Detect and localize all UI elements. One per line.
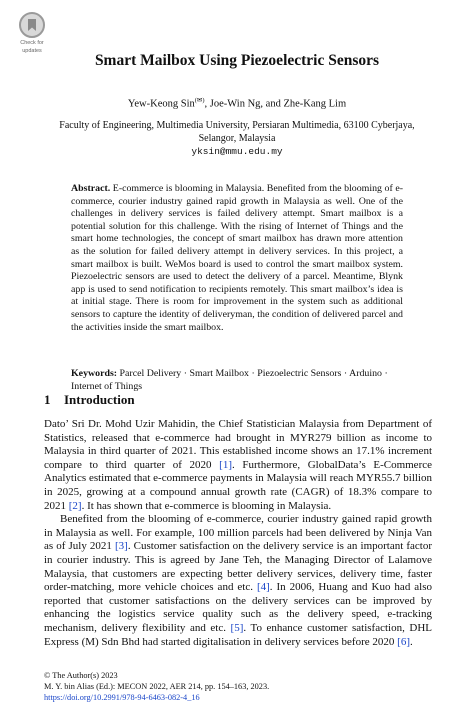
copyright-line: © The Author(s) 2023: [44, 671, 118, 680]
bookmark-icon: [19, 12, 45, 38]
paragraph-1-text-a: Dato’ Sri Dr. Mohd Uzir Mahidin, the Chief Statistician Malaysia from Department of Statistics, released that e-commerce had brought in MYR279 billion as income to Malaysia in third quarter of 2021. This established income shows an 17.1% increment compare to third quarter of 2020: [44, 418, 432, 471]
citation-link[interactable]: [5]: [230, 621, 244, 634]
paragraph-1: [44, 418, 432, 513]
citation-link[interactable]: [2]: [68, 499, 82, 512]
paragraph-2-text-a: Benefited from the blooming of e-commerce, courier industry gained rapid growth in Malaysia as well. For example, 100 million parcels had been delivered by Ninja Van as of July 2021: [44, 513, 432, 553]
citation-link[interactable]: [1]: [219, 458, 232, 471]
email-mark-icon: (✉): [194, 97, 205, 104]
citation-link[interactable]: [3]: [115, 540, 128, 553]
paragraph-1-text-c: . It has shown that e-commerce is blooming in Malaysia.: [81, 499, 332, 512]
affiliation: [0, 119, 474, 158]
paragraph-2-text-e: .: [409, 635, 413, 648]
author-email[interactable]: yksin@mmu.edu.my: [191, 146, 283, 157]
section-number: 1: [44, 392, 51, 407]
citation-link[interactable]: [6]: [397, 635, 410, 648]
doi-link[interactable]: https://doi.org/10.2991/978-94-6463-082-4_16: [44, 692, 200, 702]
badge-line-2: updates: [22, 48, 42, 54]
author-1: Yew-Keong Sin: [127, 98, 195, 110]
keywords: [71, 368, 403, 393]
abstract-label: Abstract.: [71, 183, 111, 194]
keywords-text: Parcel Delivery · Smart Mailbox · Piezoelectric Sensors · Arduino · Internet of Things: [71, 368, 388, 392]
body-text: [44, 418, 432, 649]
affiliation-line-2: Selangor, Malaysia: [198, 133, 276, 144]
paragraph-2: [44, 513, 432, 649]
abstract-text: E-commerce is blooming in Malaysia. Benefited from the blooming of e-commerce, courier industry gained rapid growth in Malaysia as well. One of the challenges in delivery services is failed delivery attempt. Smart mailbox is a potential solution for this challenge. With the rising of Internet of Things and the smart home technologies, the concept of smart mailbox has drawn more attention as the solution for failed delivery attempt in delivery services. In this project, a smart mailbox is built. WeMos board is used to control the smart mailbox system. Piezoelectric sensors are used to detect the delivery of a parcel. Meantime, Blynk app is used to send notification to recipients remotely. This smart mailbox’s idea is at initial stage. There is room for improvement in the system such as additional sensors to capture the identity of deliveryman, the condition of delivered parcel and the activities inside the smart mailbox.: [71, 183, 403, 333]
footer: [44, 671, 269, 703]
paragraph-2-text-c: . In 2006, Huang and Kuo had also reported that customer satisfactions on the delivery services can be improved by enhancing the logistics service quality such as the delivery speed, e-tracking mechanism, delivery flexibility and etc.: [44, 581, 433, 634]
paragraph-1-text-b: . Furthermore, GlobalData’s E-Commerce Analytics estimated that e-commerce payments in Malaysia will reach MYR55.7 billion in 2025, growing at a compound annual growth rate (CAGR) of 18.3% compare to 2021: [44, 458, 432, 512]
paragraph-2-text-d: . To enhance customer satisfaction, DHL Express (M) Sdn Bhd had started digitalisation in delivery services before 2020: [44, 621, 432, 648]
paper-title: Smart Mailbox Using Piezoelectric Sensors: [94, 52, 380, 69]
affiliation-line-1: Faculty of Engineering, Multimedia University, Persiaran Multimedia, 63100 Cyberjaya,: [59, 120, 415, 131]
section-heading: [44, 392, 135, 408]
badge-line-1: Check for: [20, 40, 44, 46]
other-authors: , Joe-Win Ng, and Zhe-Kang Lim: [204, 98, 347, 110]
abstract: [71, 183, 403, 334]
check-for-updates-badge[interactable]: [14, 12, 50, 54]
paragraph-2-text-b: . Customer satisfaction on the delivery service is an important factor in courier industry. This is agreed by Jane Teh, the Managing Director of Lalamove Malaysia, that customers are expecting better delivery services, delivery time, faster order-matching, more vehicle choices and etc.: [44, 540, 433, 594]
citation-line: M. Y. bin Alias (Ed.): MECON 2022, AER 214, pp. 154–163, 2023.: [44, 681, 270, 691]
author-list: [0, 96, 474, 110]
citation-link[interactable]: [4]: [256, 581, 270, 594]
keywords-label: Keywords:: [71, 368, 118, 379]
section-title: Introduction: [64, 392, 135, 407]
